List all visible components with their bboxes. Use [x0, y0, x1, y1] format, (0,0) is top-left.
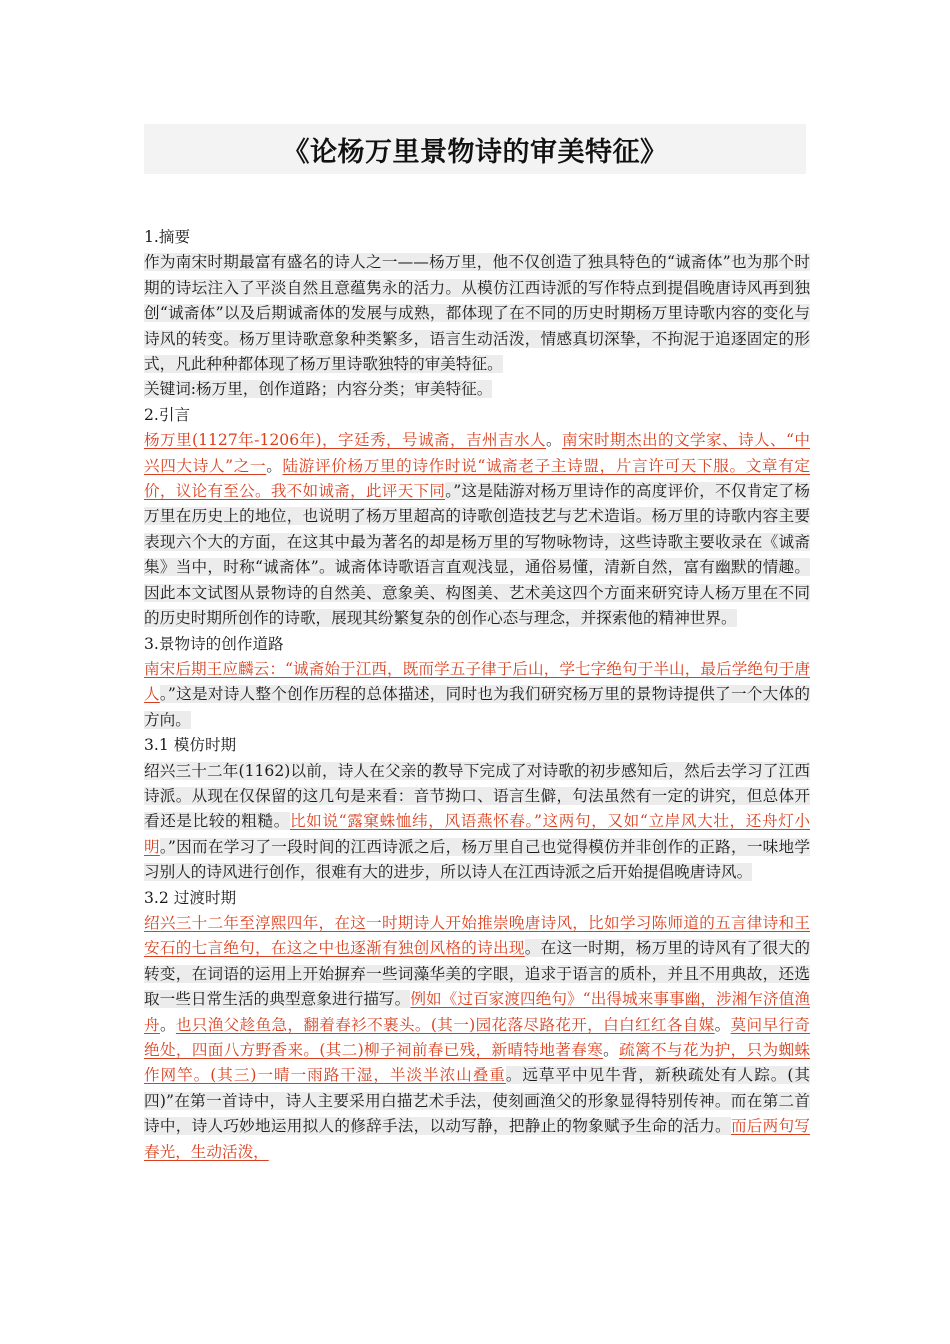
keywords-text: 关键词:杨万里，创作道路；内容分类；审美特征。: [144, 380, 493, 399]
imitation-paragraph: [144, 759, 810, 886]
intro-separator-1: 。: [546, 431, 563, 450]
transition-heading: 3.2 过渡时期: [144, 888, 237, 907]
path-paragraph: [144, 657, 810, 733]
imitation-text-1: 绍兴三十二年(1162)以前，诗人在父亲的教导下完成了对诗歌的初步感知后，然后去学习了江西诗派。从现在仅保留的这几句是来看：音节拗口、语言生僻，句法虽然有一定的讲究，但总体开看还是比较的粗糙。: [144, 761, 810, 831]
path-heading: 3.景物诗的创作道路: [144, 634, 284, 653]
transition-highlight-6: 而后两句写春光，生动活泼，: [144, 1117, 810, 1161]
intro-highlight-2: 南宋时期杰出的文学家、诗人、“中兴四大诗人”之一: [144, 431, 810, 475]
transition-highlight-4: 莫问早行奇绝处，四面八方野香来。(其二)柳子祠前春已残，新晴特地著春寒: [144, 1015, 810, 1059]
imitation-heading: 3.1 模仿时期: [144, 736, 237, 755]
transition-separator-1: 。: [159, 1015, 176, 1034]
transition-paragraph: [144, 911, 810, 1165]
intro-highlight-1: 杨万里(1127年-1206年)，字廷秀，号诚斋，吉州吉水人: [144, 431, 547, 450]
intro-paragraph: [144, 428, 810, 631]
transition-highlight-1: 绍兴三十二年至淳熙四年，在这一时期诗人开始推崇晚唐诗风，比如学习陈师道的五言律诗和王安石的七言绝句，在这之中也逐渐有独创风格的诗出现: [144, 913, 810, 958]
transition-highlight-3: 也只渔父趁鱼急，翻着春衫不裹头。(其一)园花落尽路花开，白白红红各自媒: [175, 1015, 715, 1034]
path-highlight: 南宋后期王应麟云：“诚斋始于江西，既而学五子律于后山，学七字绝句于半山，最后学绝句于唐人: [144, 659, 810, 704]
transition-separator-2: 。: [714, 1015, 731, 1034]
abstract-text: 作为南宋时期最富有盛名的诗人之一——杨万里，他不仅创造了独具特色的“诚斋体”也为那个时期的诗坛注入了平淡自然且意蕴隽永的活力。从模仿江西诗派的写作特点到提倡晚唐诗风再到独创“诚斋体”以及后期诚斋体的发展与成熟，都体现了在不同的历史时期杨万里诗歌内容的变化与诗风的转变。杨万里诗歌意象种类繁多，语言生动活泼，情感真切深挚，不拘泥于追逐固定的形式，凡此种种都体现了杨万里诗歌独特的审美特征。: [144, 253, 810, 374]
path-text: 。”这是对诗人整个创作历程的总体描述，同时也为我们研究杨万里的景物诗提供了一个大体的方向。: [144, 685, 810, 729]
imitation-text-2: 。”因而在学习了一段时间的江西诗派之后，杨万里自己也觉得模仿并非创作的正路，一味地学习别人的诗风进行创作，很难有大的进步，所以诗人在江西诗派之后开始提倡晚唐诗风。: [144, 837, 810, 882]
intro-highlight-3: 陆游评价杨万里的诗作时说“诚斋老子主诗盟，片言许可天下服。文章有定价，议论有至公。我不如诚斋，此评天下同: [144, 456, 810, 501]
transition-text-2: 。远草平中见牛背，新秧疏处有人踪。(其四)”在第一首诗中，诗人主要采用白描艺术手法，使刻画渔父的形象显得特别传神。而在第二首诗中，诗人巧妙地运用拟人的修辞手法，以动写静，把静止的物象赋予生命的活力。: [144, 1066, 810, 1136]
transition-highlight-2: 例如《过百家渡四绝句》“出得城来事事幽，涉湘乍济值渔舟: [144, 990, 810, 1034]
intro-text: 。”这是陆游对杨万里诗作的高度评价，不仅肯定了杨万里在历史上的地位，也说明了杨万里超高的诗歌创造技艺与艺术造诣。杨万里的诗歌内容主要表现六个大的方面，在这其中最为著名的却是杨万里的写物咏物诗，这些诗歌主要收录在《诚斋集》当中，时称“诚斋体”。诚斋体诗歌语言直观浅显，通俗易懂，清新自然，富有幽默的情趣。因此本文试图从景物诗的自然美、意象美、构图美、艺术美这四个方面来研究诗人杨万里在不同的历史时期所创作的诗歌，展现其纷繁复杂的创作心态与理念，并探索他的精神世界。: [144, 482, 810, 628]
abstract-paragraph: [144, 250, 810, 377]
keywords-line: [144, 377, 810, 402]
transition-separator-3: 。: [603, 1041, 620, 1059]
page-title: 《论杨万里景物诗的审美特征》: [282, 136, 668, 168]
title-banner: [144, 124, 806, 174]
imitation-highlight: 比如说“露窠蛛恤纬，风语燕怀春。”这两句，又如“立岸风大壮，还舟灯小明: [144, 812, 810, 856]
intro-separator-2: 。: [266, 456, 283, 475]
transition-text-1: 。在这一时期，杨万里的诗风有了很大的转变，在词语的运用上开始摒弃一些词藻华美的字眼，追求于语言的质朴，并且不用典故，还选取一些日常生活的典型意象进行描写。: [144, 939, 810, 1009]
intro-heading: 2.引言: [144, 405, 191, 424]
document-body: [144, 225, 810, 1165]
transition-highlight-5: 疏篱不与花为护，只为蜘蛛作网竿。(其三)一晴一雨路干湿，半淡半浓山叠重: [144, 1041, 810, 1085]
abstract-heading: 1.摘要: [144, 228, 191, 246]
